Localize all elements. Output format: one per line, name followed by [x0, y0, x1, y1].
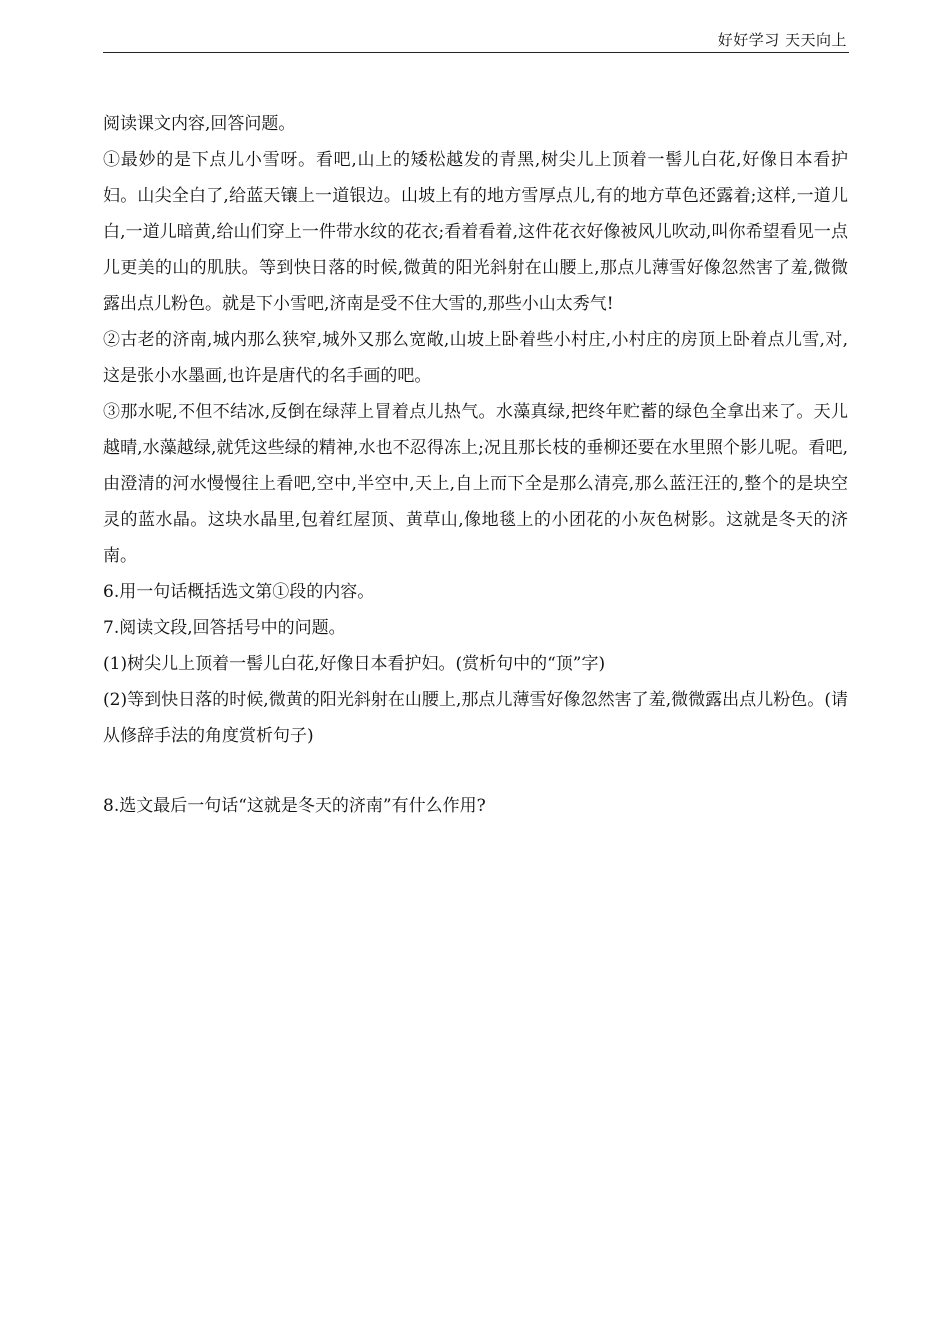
question-7-part-1: (1)树尖儿上顶着一髻儿白花,好像日本看护妇。(赏析句中的“顶”字)	[103, 654, 606, 674]
question-8: 8.选文最后一句话“这就是冬天的济南”有什么作用?	[103, 796, 486, 816]
page-header	[103, 30, 849, 53]
answer-space	[103, 754, 848, 788]
passage-paragraph-3: ③那水呢,不但不结冰,反倒在绿萍上冒着点儿热气。水藻真绿,把终年贮蓄的绿色全拿出来了。天儿越晴,水藻越绿,就凭这些绿的精神,水也不忍得冻上;况且那长枝的垂柳还要在水里照个影儿呢。看吧,由澄清的河水慢慢往上看吧,空中,半空中,天上,自上而下全是那么清亮,那么蓝汪汪的,整个的是块空灵的蓝水晶。这块水晶里,包着红屋顶、黄草山,像地毯上的小团花的小灰色树影。这就是冬天的济南。	[103, 402, 848, 566]
header-motto: 好好学习 天天向上	[717, 31, 847, 49]
question-7-part-2: (2)等到快日落的时候,微黄的阳光斜射在山腰上,那点儿薄雪好像忽然害了羞,微微露出点儿粉色。(请从修辞手法的角度赏析句子)	[103, 690, 848, 746]
passage-paragraph-1: ①最妙的是下点儿小雪呀。看吧,山上的矮松越发的青黑,树尖儿上顶着一髻儿白花,好像日本看护妇。山尖全白了,给蓝天镶上一道银边。山坡上有的地方雪厚点儿,有的地方草色还露着;这样,一道儿白,一道儿暗黄,给山们穿上一件带水纹的花衣;看着看着,这件花衣好像被风儿吹动,叫你希望看见一点儿更美的山的肌肤。等到快日落的时候,微黄的阳光斜射在山腰上,那点儿薄雪好像忽然害了羞,微微露出点儿粉色。就是下小雪吧,济南是受不住大雪的,那些小山太秀气!	[103, 150, 848, 314]
document-body	[103, 106, 848, 824]
question-6: 6.用一句话概括选文第①段的内容。	[103, 582, 375, 602]
question-7: 7.阅读文段,回答括号中的问题。	[103, 618, 346, 638]
passage-paragraph-2: ②古老的济南,城内那么狭窄,城外又那么宽敞,山坡上卧着些小村庄,小村庄的房顶上卧着点儿雪,对,这是张小水墨画,也许是唐代的名手画的吧。	[103, 330, 848, 386]
reading-instruction: 阅读课文内容,回答问题。	[103, 114, 296, 134]
